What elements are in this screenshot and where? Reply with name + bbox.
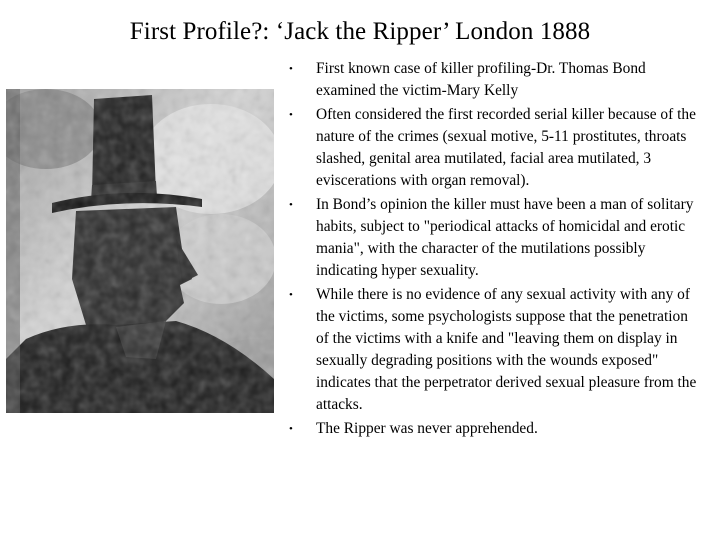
bullet-text: In Bond’s opinion the killer must have been a man of solitary habits, subject to "periodical attacks of homicidal and erotic mania", with the character of the mutilations possibly indicating hyper sexuality.	[316, 196, 694, 279]
bullet-item	[284, 104, 704, 192]
bullet-marker: •	[289, 289, 293, 301]
bullet-item	[284, 58, 704, 102]
bullet-text: The Ripper was never apprehended.	[316, 420, 538, 437]
bullet-text: Often considered the first recorded serial killer because of the nature of the crimes (sexual motive, 5-11 prostitutes, throats slashed, genital area mutilated, facial area mutilated, 3 eviscerations with organ removal).	[316, 106, 696, 189]
silhouette-image	[6, 89, 274, 413]
bullet-item	[284, 418, 704, 440]
bullet-text: First known case of killer profiling-Dr. Thomas Bond examined the victim-Mary Kelly	[316, 60, 646, 99]
bullet-marker: •	[289, 423, 293, 435]
bullet-list	[284, 58, 704, 442]
bullet-marker: •	[289, 63, 293, 75]
bullet-item	[284, 194, 704, 282]
bullet-text: While there is no evidence of any sexual activity with any of the victims, some psychologists suppose that the penetration of the victims with a knife and "leaving them on display in sexually degrading positions with the wounds exposed" indicates that the perpetrator derived sexual pleasure from the attacks.	[316, 286, 697, 413]
bullet-marker: •	[289, 199, 293, 211]
bullet-item	[284, 284, 704, 416]
slide-title: First Profile?: ‘Jack the Ripper’ London 1888	[129, 18, 591, 45]
bullet-marker: •	[289, 109, 293, 121]
silhouette-figure-icon	[6, 89, 274, 413]
